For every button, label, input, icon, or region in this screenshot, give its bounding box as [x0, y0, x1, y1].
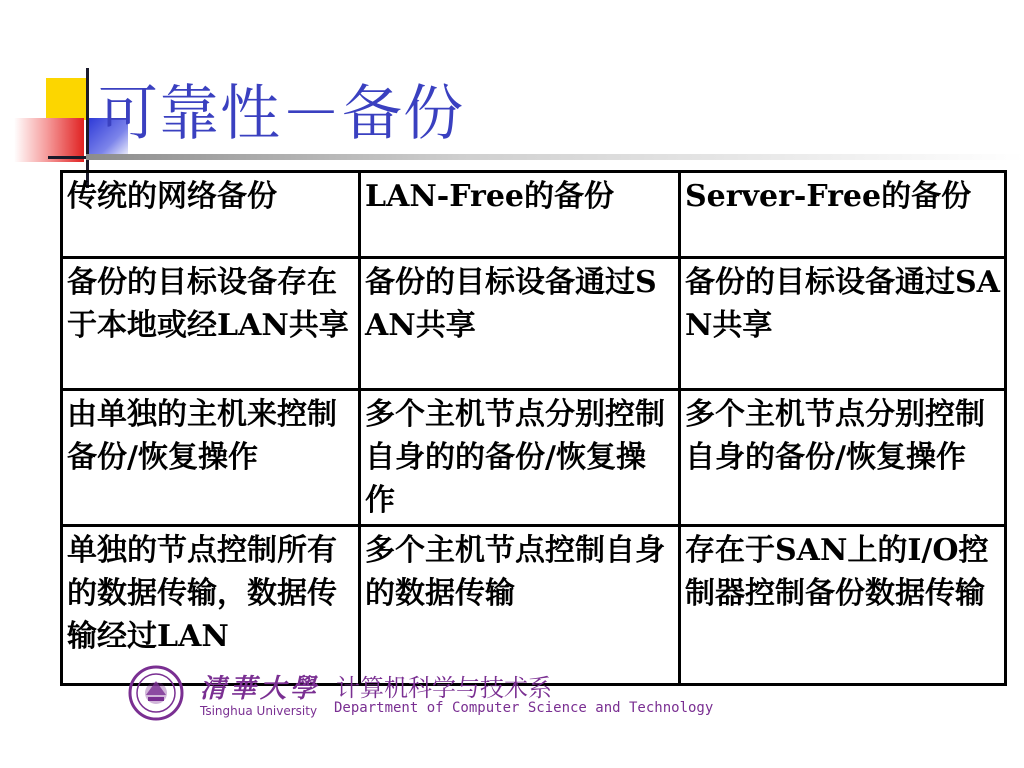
- table-cell: 单独的节点控制所有的数据传输，数据传输经过LAN: [62, 526, 360, 685]
- table-cell: 备份的目标设备通过SAN共享: [360, 258, 680, 390]
- table-cell: 备份的目标设备通过SAN共享: [680, 258, 1006, 390]
- table-row: [62, 526, 1006, 685]
- department-name-cn: 计算机科学与技术系: [336, 674, 552, 702]
- table-row: [62, 258, 1006, 390]
- table-cell: 多个主机节点分别控制自身的的备份/恢复操作: [360, 390, 680, 526]
- university-name-en: Tsinghua University: [200, 704, 318, 718]
- tsinghua-seal-icon: [128, 665, 184, 721]
- table-cell: 存在于SAN上的I/O控制器控制备份数据传输: [680, 526, 1006, 685]
- table-header-cell: Server-Free的备份: [680, 172, 1006, 258]
- slide-title: 可靠性－备份: [98, 79, 464, 149]
- table-cell: 多个主机节点控制自身的数据传输: [360, 526, 680, 685]
- university-name-cn: 清華大學: [200, 674, 321, 704]
- table-header-cell: 传统的网络备份: [62, 172, 360, 258]
- table-cell: 备份的目标设备存在于本地或经LAN共享: [62, 258, 360, 390]
- table-cell: 由单独的主机来控制备份/恢复操作: [62, 390, 360, 526]
- table-row: [62, 390, 1006, 526]
- table-cell: 多个主机节点分别控制自身的备份/恢复操作: [680, 390, 1006, 526]
- decor-yellow-square: [46, 78, 88, 120]
- department-name-en: Department of Computer Science and Technology: [334, 700, 714, 716]
- backup-comparison-table: [60, 170, 1007, 686]
- table-header-cell: LAN-Free的备份: [360, 172, 680, 258]
- table-header-row: [62, 172, 1006, 258]
- title-underline: [86, 154, 1024, 160]
